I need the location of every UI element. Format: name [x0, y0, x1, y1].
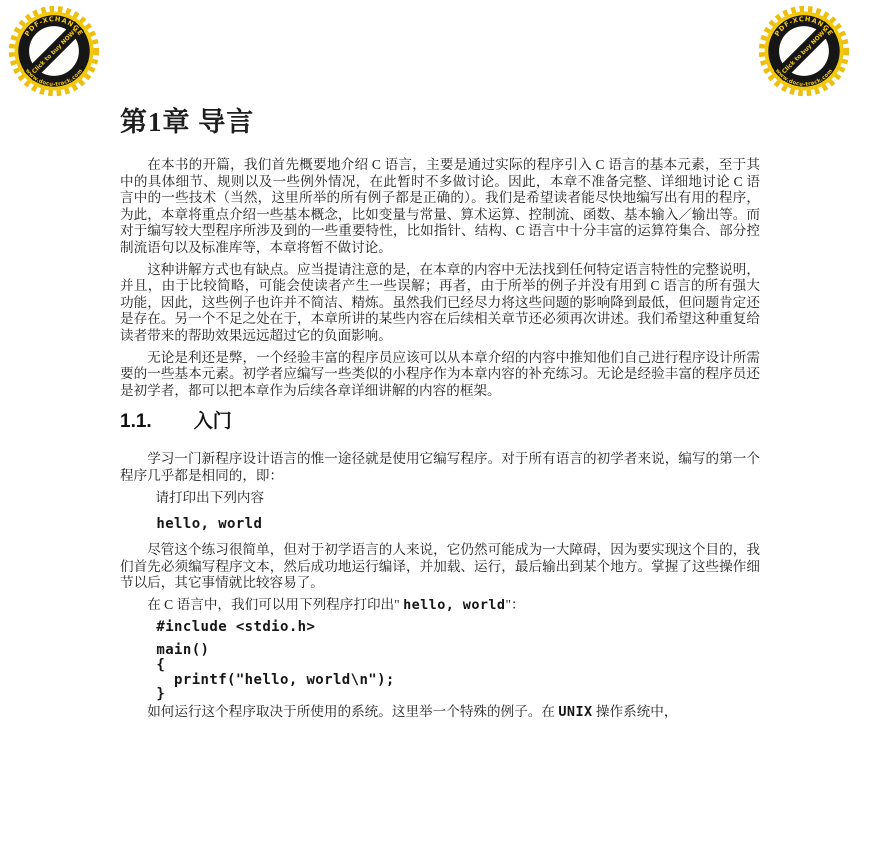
code-block-main	[120, 643, 760, 701]
run-note-suffix: 操作系统中，	[592, 703, 678, 719]
print-intro-suffix: "：	[505, 596, 525, 612]
pdf-xchange-watermark-stamp-right[interactable]	[757, 3, 851, 99]
paragraph-getting-started: 学习一门新程序设计语言的惟一途径就是使用它编写程序。对于所有语言的初学者来说，编写的第一个程序几乎都是相同的，即：	[120, 451, 760, 483]
code-line: main()	[156, 642, 210, 659]
pdf-xchange-watermark-stamp-left[interactable]	[7, 3, 101, 99]
code-line: }	[156, 686, 166, 703]
section-number: 1.1.	[120, 411, 152, 433]
paragraph-print-intro	[120, 597, 760, 614]
inline-keyword-unix: UNIX	[558, 703, 593, 720]
paragraph-overview-2: 这种讲解方式也有缺点。应当提请注意的是，在本章的内容中无法找到任何特定语言特性的完整说明，并且，由于比较简略，可能会使读者产生一些误解；再者，由于所举的例子并没有用到 C 语言的所有强大功能，因此，这些例子也许并不简洁、精炼。虽然我们已经尽力将这些问题的影响降到最低，但问题肯定还是存在。另一个不足之处在于，本章所讲的某些内容在后续相关章节还必须再次讲述。我们希望这种重复给读者带来的帮助效果远远超过它的负面影响。	[120, 261, 760, 343]
chapter-title: 第1章 导言	[120, 107, 255, 137]
paragraph-exercise-note: 尽管这个练习很简单，但对于初学语言的人来说，它仍然可能成为一大障碍，因为要实现这个目的，我们首先必须编写程序文本，然后成功地运行编译，并加载、运行，最后输出到某个地方。掌握了这些操作细节以后，其它事情就比较容易了。	[120, 542, 760, 591]
paragraph-overview-1: 在本书的开篇，我们首先概要地介绍 C 语言，主要是通过实际的程序引入 C 语言的基本元素，至于其中的具体细节、规则以及一些例外情况，在此暂时不多做讨论。因此，本章不准备完整、详细地讨论 C 语言中的一些技术（当然，这里所举的所有例子都是正确的）。我们是希望读者能尽快地编写出有用的程序，为此，本章将重点介绍一些基本概念，比如变量与常量、算术运算、控制流、函数、基本输入／输出等。而对于编写较大型程序所涉及到的一些重要特性，比如指针、结构、C 语言中十分丰富的运算符集合、部分控制流语句以及标准库等，本章将暂不做讨论。	[120, 157, 760, 255]
code-line: {	[156, 657, 166, 674]
paragraph-run-note	[120, 704, 760, 721]
print-intro-prefix: 在 C 语言中，我们可以用下列程序打印出"	[147, 596, 404, 612]
inline-code-hello-world: hello, world	[403, 596, 506, 613]
code-include-line: #include <stdio.h>	[156, 619, 316, 636]
document-body	[120, 104, 760, 726]
hello-world-output-line: hello, world	[156, 516, 263, 533]
paragraph-overview-3: 无论是利还是弊，一个经验丰富的程序员应该可以从本章介绍的内容中推知他们自己进行程序设计所需要的一些基本元素。初学者应编写一些类似的小程序作为本章内容的补充练习。无论是经验丰富的程序员还是初学者，都可以把本章作为后续各章详细讲解的内容的框架。	[120, 349, 760, 398]
print-prompt-line: 请打印出下列内容	[155, 489, 265, 505]
run-note-prefix: 如何运行这个程序取决于所使用的系统。这里举一个特殊的例子。在	[147, 703, 559, 719]
section-title: 入门	[193, 411, 232, 433]
code-line: printf("hello, world\n");	[156, 671, 395, 688]
section-heading-1-1	[120, 409, 760, 435]
